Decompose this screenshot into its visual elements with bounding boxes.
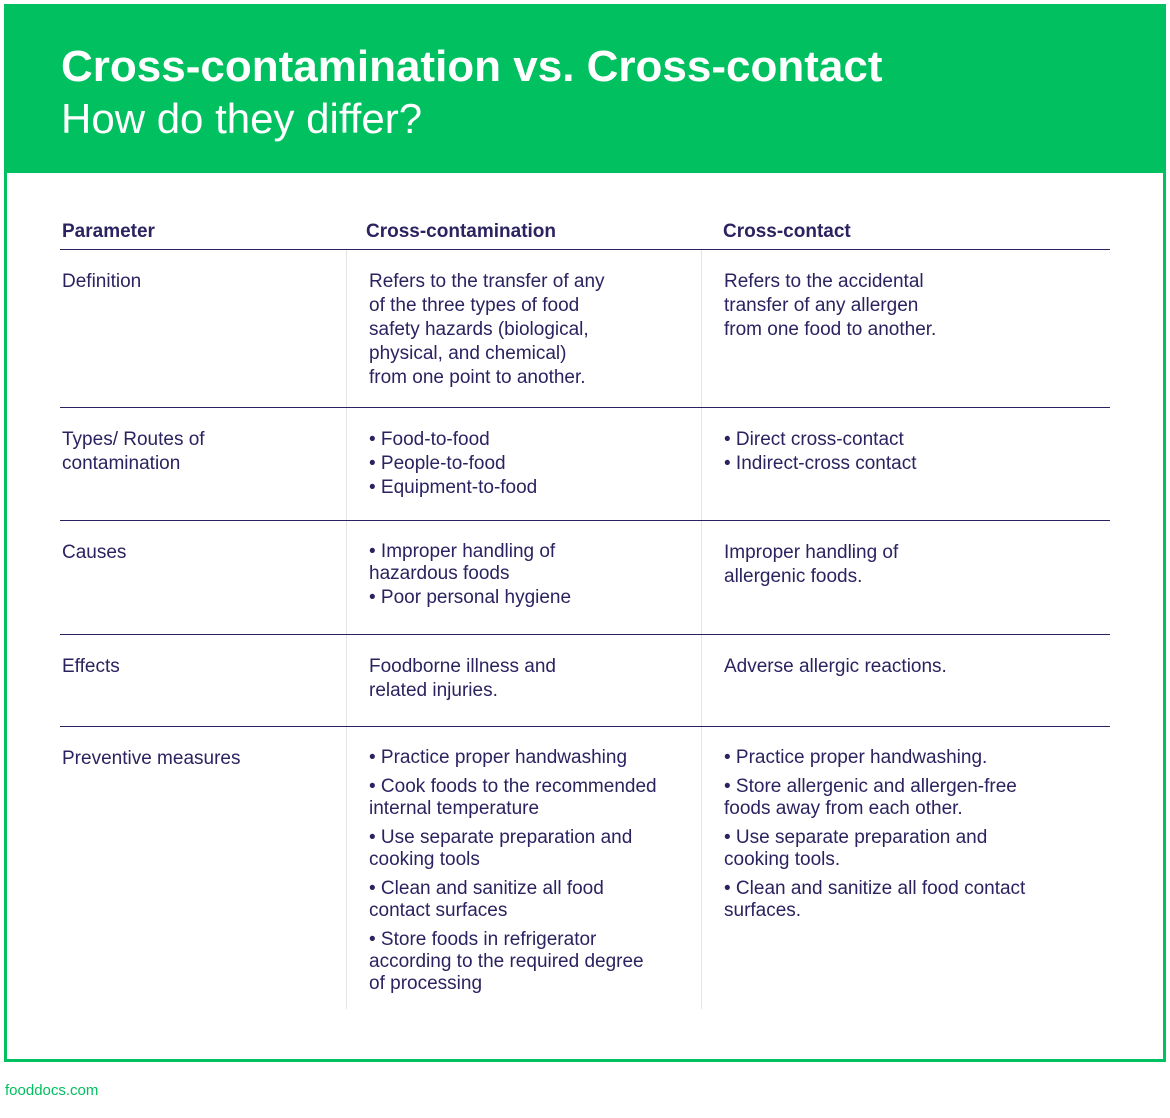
cross-contact-cell xyxy=(701,727,1110,1009)
cell-line: hazardous foods xyxy=(369,563,510,584)
cell-line: • Store foods in refrigerator xyxy=(369,929,597,950)
cell-line: foods away from each other. xyxy=(724,798,963,819)
cell-line: • Clean and sanitize all food contact xyxy=(724,878,1026,899)
source-credit: fooddocs.com xyxy=(5,1082,99,1099)
infographic-frame xyxy=(4,4,1166,1062)
parameter-text: Definition xyxy=(62,271,142,292)
parameter-text: Types/ Routes of xyxy=(62,429,205,450)
cell-line: • Use separate preparation and xyxy=(724,827,988,848)
table-row-preventive-measures xyxy=(60,727,1110,1009)
table-row-types-routes xyxy=(60,408,1110,521)
cross-contact-cell xyxy=(701,250,1110,407)
cell-line: from one point to another. xyxy=(369,367,586,388)
cell-line: • Equipment-to-food xyxy=(369,477,538,498)
cell-line: cooking tools. xyxy=(724,849,841,870)
cell-line: • Poor personal hygiene xyxy=(369,587,572,608)
cross-contamination-cell xyxy=(346,521,701,634)
cross-contact-cell xyxy=(701,635,1110,726)
parameter-cell xyxy=(60,408,346,520)
table-row-definition xyxy=(60,250,1110,408)
column-header-parameter: Parameter xyxy=(62,221,155,242)
cell-line: related injuries. xyxy=(369,680,498,701)
cross-contamination-cell xyxy=(346,250,701,407)
cell-line: • Improper handling of xyxy=(369,541,556,562)
parameter-text: Causes xyxy=(62,542,127,563)
cell-line: contact surfaces xyxy=(369,900,508,921)
cell-line: Improper handling of xyxy=(724,542,899,563)
cell-line: of processing xyxy=(369,973,483,994)
cell-line: • Store allergenic and allergen-free xyxy=(724,776,1017,797)
cell-line: Foodborne illness and xyxy=(369,656,556,677)
cell-line: • Clean and sanitize all food xyxy=(369,878,604,899)
cell-line: Refers to the transfer of any xyxy=(369,271,605,292)
cell-line: • Practice proper handwashing xyxy=(369,747,628,768)
parameter-text: contamination xyxy=(62,453,181,474)
cell-line: transfer of any allergen xyxy=(724,295,919,316)
cell-line: from one food to another. xyxy=(724,319,937,340)
cell-line: internal temperature xyxy=(369,798,540,819)
cell-line: • Practice proper handwashing. xyxy=(724,747,988,768)
page-subtitle: How do they differ? xyxy=(61,95,423,142)
cross-contamination-cell xyxy=(346,635,701,726)
parameter-cell xyxy=(60,250,346,407)
cell-line: cooking tools xyxy=(369,849,480,870)
cell-line: • Indirect-cross contact xyxy=(724,453,917,474)
page-title: Cross-contamination vs. Cross-contact xyxy=(61,42,883,91)
cell-line: Refers to the accidental xyxy=(724,271,924,292)
cell-line: • People-to-food xyxy=(369,453,506,474)
table-row-causes xyxy=(60,521,1110,635)
cross-contact-cell xyxy=(701,408,1110,520)
cell-line: safety hazards (biological, xyxy=(369,319,589,340)
parameter-text: Preventive measures xyxy=(62,748,241,769)
cell-line: physical, and chemical) xyxy=(369,343,567,364)
header-banner xyxy=(7,7,1163,173)
cell-line: Adverse allergic reactions. xyxy=(724,656,947,677)
cell-line: • Food-to-food xyxy=(369,429,490,450)
cell-line: • Use separate preparation and xyxy=(369,827,633,848)
table-row-effects xyxy=(60,635,1110,727)
cell-line: allergenic foods. xyxy=(724,566,863,587)
cross-contact-cell xyxy=(701,521,1110,634)
comparison-table xyxy=(60,221,1110,1009)
cell-line: according to the required degree xyxy=(369,951,644,972)
cell-line: surfaces. xyxy=(724,900,802,921)
parameter-cell xyxy=(60,521,346,634)
cell-line: • Cook foods to the recommended xyxy=(369,776,657,797)
parameter-cell xyxy=(60,635,346,726)
parameter-cell xyxy=(60,727,346,1009)
cross-contamination-cell xyxy=(346,408,701,520)
column-header-cross-contamination: Cross-contamination xyxy=(366,221,557,242)
parameter-text: Effects xyxy=(62,656,120,677)
cell-line: of the three types of food xyxy=(369,295,580,316)
cross-contamination-cell xyxy=(346,727,701,1009)
cell-line: • Direct cross-contact xyxy=(724,429,904,450)
table-header-row xyxy=(60,221,1110,250)
column-header-cross-contact: Cross-contact xyxy=(723,221,851,242)
